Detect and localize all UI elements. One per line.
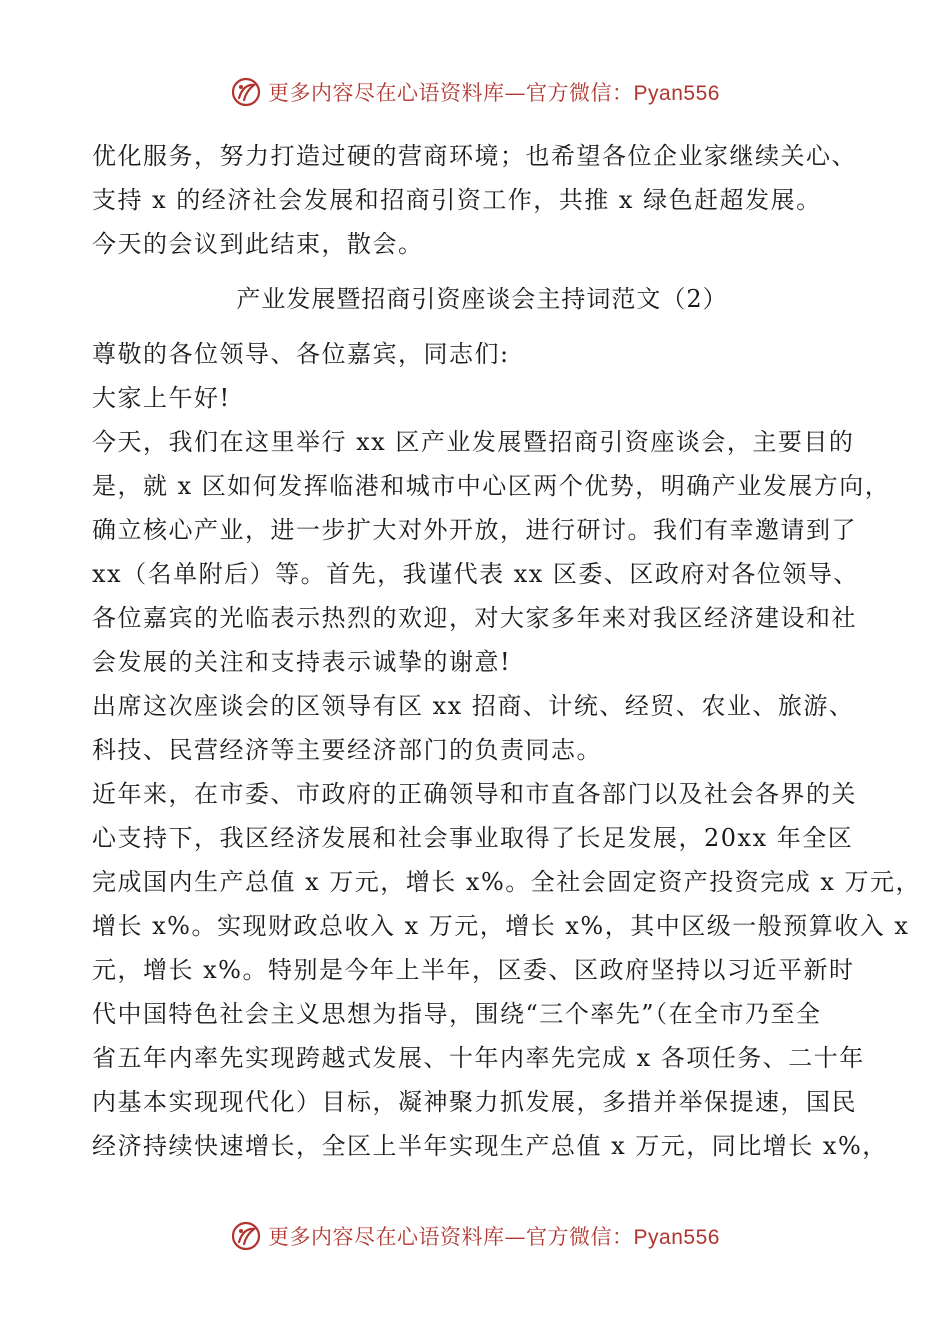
banner-label: 更多内容尽在心语资料库—官方微信： [268, 81, 634, 105]
paragraph-line: 支持 x 的经济社会发展和招商引资工作，共推 x 绿色赶超发展。 [92, 186, 822, 214]
paragraph-line: 元，增长 x%。特别是今年上半年，区委、区政府坚持以习近平新时 [92, 956, 855, 984]
paragraph-line: 各位嘉宾的光临表示热烈的欢迎，对大家多年来对我区经济建设和社 [92, 604, 857, 632]
paragraph-line: 确立核心产业，进一步扩大对外开放，进行研讨。我们有幸邀请到了 [92, 516, 857, 544]
paragraph-line: 近年来，在市委、市政府的正确领导和市直各部门以及社会各界的关 [92, 780, 857, 808]
paragraph-line: 内基本实现现代化）目标，凝神聚力抓发展，多措并举保提速，国民 [92, 1088, 857, 1116]
paragraph-line: 优化服务，努力打造过硬的营商环境；也希望各位企业家继续关心、 [92, 142, 857, 170]
header-watermark-banner [0, 72, 950, 112]
paragraph-line: 今天的会议到此结束，散会。 [92, 230, 424, 258]
paragraph-line: 完成国内生产总值 x 万元，增长 x%。全社会固定资产投资完成 x 万元， [92, 868, 922, 896]
seal-logo-icon [230, 1220, 262, 1252]
salutation-line: 尊敬的各位领导、各位嘉宾，同志们: [92, 340, 510, 368]
banner-label: 更多内容尽在心语资料库—官方微信： [268, 1225, 634, 1249]
paragraph-line: 省五年内率先实现跨越式发展、十年内率先完成 x 各项任务、二十年 [92, 1044, 865, 1072]
paragraph-line: 心支持下，我区经济发展和社会事业取得了长足发展，20xx 年全区 [92, 824, 854, 852]
footer-watermark-banner [0, 1216, 950, 1256]
banner-wechat-id: Pyan556 [633, 1226, 720, 1249]
paragraph-line: 增长 x%。实现财政总收入 x 万元，增长 x%，其中区级一般预算收入 x [92, 912, 910, 940]
greeting-line: 大家上午好! [92, 384, 231, 412]
document-body [92, 134, 922, 1168]
seal-logo-icon [230, 76, 262, 108]
paragraph-line: 会发展的关注和支持表示诚挚的谢意! [92, 648, 512, 676]
paragraph-line: 是，就 x 区如何发挥临港和城市中心区两个优势，明确产业发展方向， [92, 472, 891, 500]
paragraph-line: 科技、民营经济等主要经济部门的负责同志。 [92, 736, 602, 764]
paragraph-line: xx（名单附后）等。首先，我谨代表 xx 区委、区政府对各位领导、 [92, 560, 859, 588]
paragraph-line: 经济持续快速增长，全区上半年实现生产总值 x 万元，同比增长 x%， [92, 1132, 888, 1160]
banner-wechat-id: Pyan556 [633, 82, 720, 105]
paragraph-line: 出席这次座谈会的区领导有区 xx 招商、计统、经贸、农业、旅游、 [92, 692, 855, 720]
paragraph-line: 代中国特色社会主义思想为指导，围绕“三个率先”（在全市乃至全 [92, 1000, 822, 1028]
paragraph-line: 今天，我们在这里举行 xx 区产业发展暨招商引资座谈会，主要目的 [92, 428, 855, 456]
section-title: 产业发展暨招商引资座谈会主持词范文（2） [236, 285, 728, 313]
